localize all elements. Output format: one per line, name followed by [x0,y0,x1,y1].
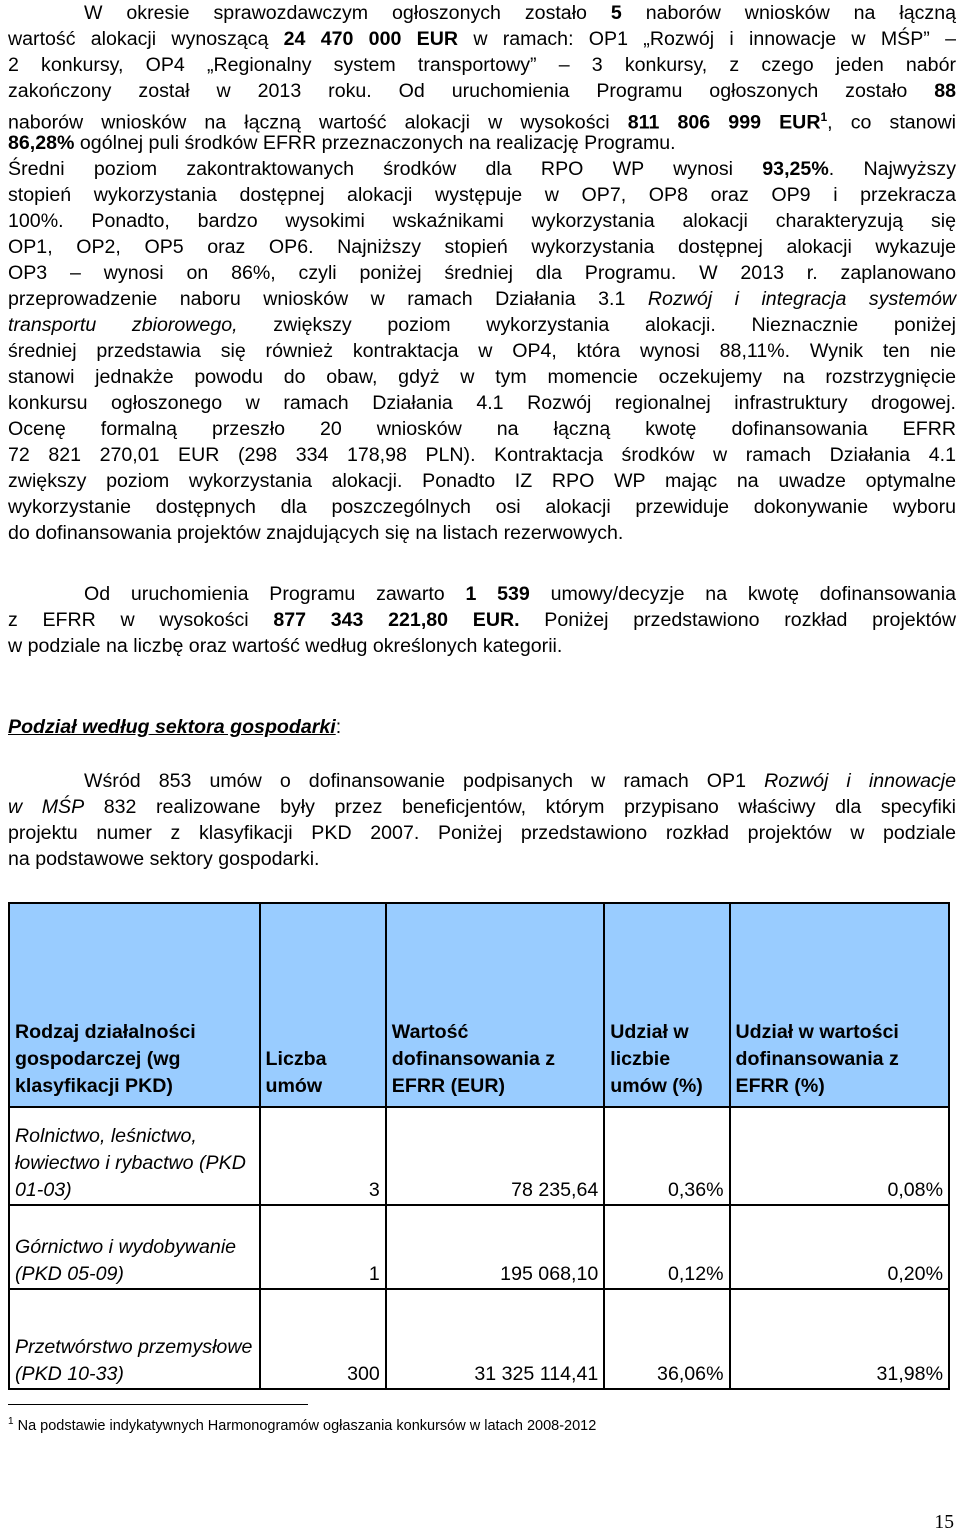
paragraph-line: naborów wniosków na łączną wartość alokacji w wysokości 811 806 999 EUR$^1$, co stanowi [8,110,956,134]
paragraph-line: W okresie sprawozdawczym ogłoszonych zostało 5 naborów wniosków na łączną [84,2,957,24]
paragraph-line: 72 821 270,01 EUR (298 334 178,98 PLN). Kontraktacja środków w ramach Działania 4.1 [8,444,956,466]
value-cell: 31 325 114,41 [386,1289,604,1389]
value-cell: 195 068,10 [386,1205,604,1289]
value-cell: 78 235,64 [386,1107,604,1205]
column-header: Udział w liczbie umów (%) [604,903,729,1107]
paragraph-line: 100%. Ponadto, bardzo wysokimi wskaźnikami wykorzystania alokacji charakteryzują się [8,210,956,232]
paragraph-line: Od uruchomienia Programu zawarto 1 539 umowy/decyzje na kwotę dofinansowania [84,583,956,605]
column-header: Rodzaj działalności gospodarczej (wg klasyfikacji PKD) [9,903,260,1107]
count-cell: 300 [260,1289,386,1389]
paragraph-line: przeprowadzenie naboru wniosków w ramach Działania 3.1 Rozwój i integracja systemów [8,288,956,310]
category-cell: Rolnictwo, leśnictwo, łowiectwo i rybactwo (PKD 01-03) [9,1107,260,1205]
paragraph-line: w podziale na liczbę oraz wartość według określonych kategorii. [8,635,563,657]
paragraph-line: OP3 – wynosi on 86%, czyli poniżej średniej dla Programu. W 2013 r. zaplanowano [8,262,956,284]
table-row [9,1205,949,1289]
paragraph-line: wartość alokacji wynoszącą 24 470 000 EUR w ramach: OP1 „Rozwój i innowacje w MŚP” – [8,28,956,50]
paragraph-line: Ocenę formalną przeszło 20 wniosków na łączną kwotę dofinansowania EFRR [8,418,956,440]
share-value-cell: 0,08% [730,1107,949,1205]
share-value-cell: 0,20% [730,1205,949,1289]
page-number: 15 [934,1512,954,1533]
paragraph-line: w MŚP 832 realizowane były przez beneficjentów, którym przypisano właściwy dla specyfiki [8,796,956,818]
paragraph-line: wykorzystanie dostępnych dla poszczególnych osi alokacji przewiduje dokonywanie wyboru [8,496,956,518]
paragraph-line: stopień wykorzystania dostępnej alokacji występuje w OP7, OP8 oraz OP9 i przekracza [8,184,956,206]
share-value-cell: 31,98% [730,1289,949,1389]
table-header-row [9,903,949,1107]
column-header: Wartość dofinansowania z EFRR (EUR) [386,903,604,1107]
paragraph-line: projektu numer z klasyfikacji PKD 2007. Poniżej przedstawiono rozkład projektów w podziale [8,822,956,844]
paragraph-line: 2 konkursy, OP4 „Regionalny system transportowy” – 3 konkursy, z czego jeden nabór [8,54,956,76]
paragraph-line: na podstawowe sektory gospodarki. [8,848,320,870]
table-row [9,1107,949,1205]
category-cell: Górnictwo i wydobywanie (PKD 05-09) [9,1205,260,1289]
paragraph-line: Średni poziom zakontraktowanych środków dla RPO WP wynosi 93,25%. Najwyższy [8,158,956,180]
paragraph-line: stanowi jednakże powodu do obaw, gdyż w tym momencie oczekujemy na rozstrzygnięcie [8,366,956,388]
paragraph-line: konkursu ogłoszonego w ramach Działania 4.1 Rozwój regionalnej infrastruktury drogowej. [8,392,956,414]
section-heading: Podział według sektora gospodarki: [8,716,342,738]
pkd-sector-table [8,902,950,1390]
paragraph-line: zwiększy poziom wykorzystania alokacji. Ponadto IZ RPO WP mając na uwadze optymalne [8,470,956,492]
paragraph-line: z EFRR w wysokości 877 343 221,80 EUR. Poniżej przedstawiono rozkład projektów [8,609,956,631]
share-count-cell: 0,12% [604,1205,729,1289]
paragraph-line: zakończony został w 2013 roku. Od uruchomienia Programu ogłoszonych zostało 88 [8,80,956,102]
count-cell: 1 [260,1205,386,1289]
share-count-cell: 36,06% [604,1289,729,1389]
table-row [9,1289,949,1389]
paragraph-line: Wśród 853 umów o dofinansowanie podpisanych w ramach OP1 Rozwój i innowacje [84,770,957,792]
paragraph-line: transportu zbiorowego, zwiększy poziom wykorzystania alokacji. Nieznacznie poniżej [8,314,956,336]
paragraph-line: 86,28% ogólnej puli środków EFRR przeznaczonych na realizację Programu. [8,132,676,154]
footnote: $^1$ Na podstawie indykatywnych Harmonogramów ogłaszania konkursów w latach 2008-2012 [8,1416,597,1434]
paragraph-line: OP1, OP2, OP5 oraz OP6. Najniższy stopień wykorzystania dostępnej alokacji wykazuje [8,236,956,258]
count-cell: 3 [260,1107,386,1205]
share-count-cell: 0,36% [604,1107,729,1205]
column-header: Udział w wartości dofinansowania z EFRR (%) [730,903,949,1107]
column-header: Liczba umów [260,903,386,1107]
paragraph-line: średniej przedstawia się również kontraktacja w OP4, która wynosi 88,11%. Wynik ten nie [8,340,956,362]
paragraph-line: do dofinansowania projektów znajdujących się na listach rezerwowych. [8,522,624,544]
footnote-separator [8,1404,308,1405]
category-cell: Przetwórstwo przemysłowe (PKD 10-33) [9,1289,260,1389]
footnote-reference[interactable]: 1 [820,110,828,124]
